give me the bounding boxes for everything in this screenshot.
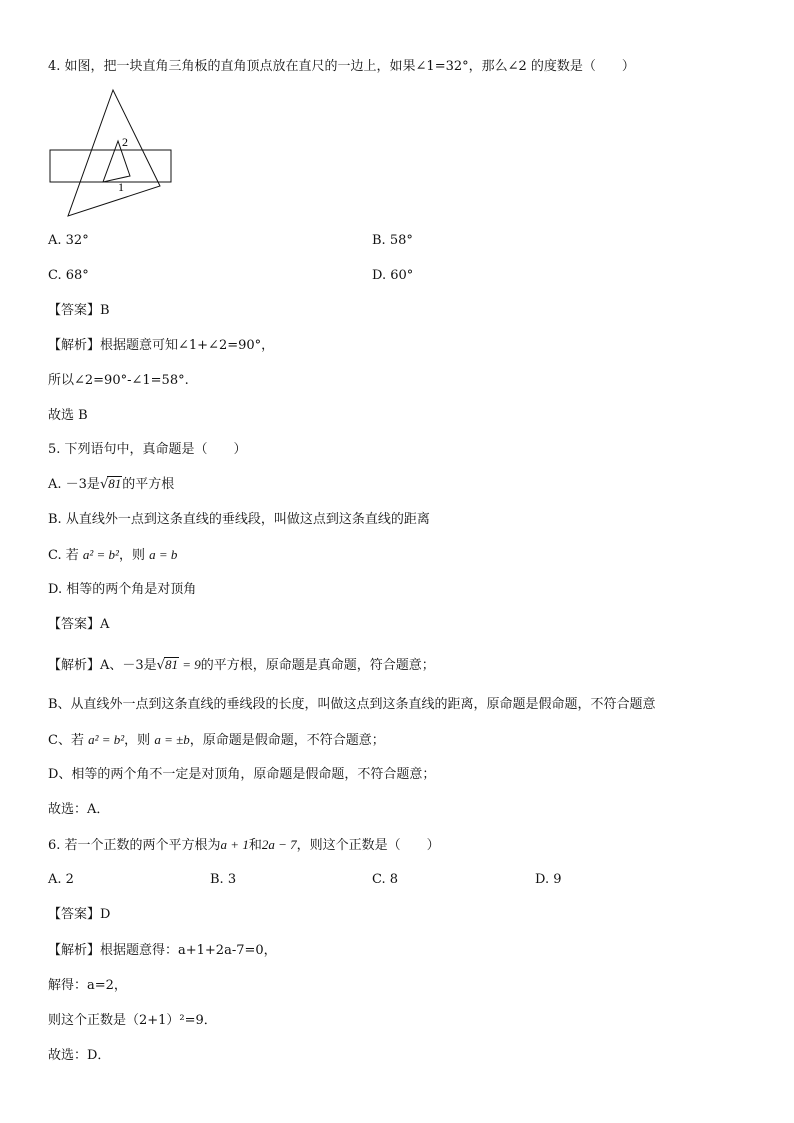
q5-option-a (48, 476, 174, 494)
sqrt-symbol-2: √ (156, 658, 165, 673)
q6-analysis-3: 则这个正数是（2+1）²=9． (48, 1013, 217, 1028)
angle-label-1: 1 (118, 180, 124, 194)
q4-analysis-2: 所以∠2=90°-∠1=58°. (48, 373, 189, 388)
q5-option-c-math2: a = b (149, 547, 178, 562)
q4-figure (48, 88, 188, 220)
q6-conclusion: 故选：D． (48, 1048, 111, 1063)
q5-analysis-a-post: 的平方根，原命题是真命题，符合题意； (200, 658, 435, 673)
q5-conclusion: 故选：A． (48, 802, 110, 817)
q5-analysis-a-pre: 【解析】A、－3是 (48, 658, 157, 673)
q5-option-d: D. 相等的两个角是对顶角 (48, 582, 197, 597)
q5-option-a-pre: A. －3是 (48, 477, 100, 492)
q4-option-c: C. 68° (48, 268, 89, 283)
q6-stem-m2: 2a − 7 (261, 837, 297, 852)
q5-analysis-a (48, 656, 435, 675)
q5-option-a-post: 的平方根 (122, 477, 175, 492)
q5-analysis-a-radicand: 81 (164, 657, 178, 672)
q4-option-b: B. 58° (372, 233, 413, 248)
q5-analysis-b: B、从直线外一点到这条直线的垂线段的长度，叫做这点到这条直线的距离，原命题是假命题，不符合题意 (48, 697, 656, 712)
q5-option-b: B. 从直线外一点到这条直线的垂线段，叫做这点到这条直线的距离 (48, 512, 430, 527)
q4-conclusion: 故选 B (48, 408, 88, 423)
sqrt-symbol: √ (99, 477, 109, 492)
q4-option-a: A. 32° (48, 233, 89, 248)
q5-analysis-a-eq: = 9 (178, 657, 201, 672)
q5-analysis-c-math2: a = ±b (154, 732, 190, 747)
q5-option-c-pre: C. 若 (48, 548, 79, 563)
q5-answer: 【答案】A (48, 617, 110, 632)
q5-analysis-c-pre: C、若 (48, 733, 84, 748)
q6-option-a: A. 2 (48, 872, 74, 887)
q4-analysis-1: 【解析】根据题意可知∠1+∠2=90°， (48, 338, 275, 353)
q5-analysis-c-post: ，原命题是假命题，不符合题意； (189, 733, 385, 748)
q5-option-c-math: a² = b² (82, 547, 119, 562)
q6-option-c: C. 8 (372, 872, 399, 887)
q6-analysis-2: 解得：a=2， (48, 978, 127, 993)
ruler (50, 150, 171, 182)
q6-answer: 【答案】D (48, 907, 111, 922)
q6-stem (48, 836, 440, 855)
q6-option-b: B. 3 (210, 872, 237, 887)
q5-analysis-c-math: a² = b² (88, 732, 125, 747)
q6-stem-mid: 和 (248, 838, 262, 853)
q5-analysis-c-mid: ，则 (124, 733, 151, 748)
q4-option-d: D. 60° (372, 268, 414, 283)
q5-analysis-d: D、相等的两个角不一定是对顶角，原命题是假命题，不符合题意； (48, 767, 436, 782)
q4-stem: 4. 如图，把一块直角三角板的直角顶点放在直尺的一边上，如果∠1=32°，那么∠2 的度数是（ ） (48, 59, 635, 74)
q6-stem-pre: 6. 若一个正数的两个平方根为 (48, 838, 221, 853)
q4-answer: 【答案】B (48, 303, 110, 318)
q6-stem-post: ，则这个正数是（ ） (296, 838, 440, 853)
angle-label-2: 2 (122, 135, 128, 149)
q5-option-c-mid: ，则 (118, 548, 145, 563)
q6-analysis-1: 【解析】根据题意得：a+1+2a-7=0， (48, 943, 277, 958)
q5-option-c (48, 546, 177, 565)
q5-analysis-c (48, 731, 385, 750)
q6-option-d: D. 9 (535, 872, 562, 887)
q5-option-a-radicand: 81 (108, 476, 122, 491)
q6-stem-m1: a + 1 (220, 837, 249, 852)
q5-stem: 5. 下列语句中，真命题是（ ） (48, 442, 247, 457)
